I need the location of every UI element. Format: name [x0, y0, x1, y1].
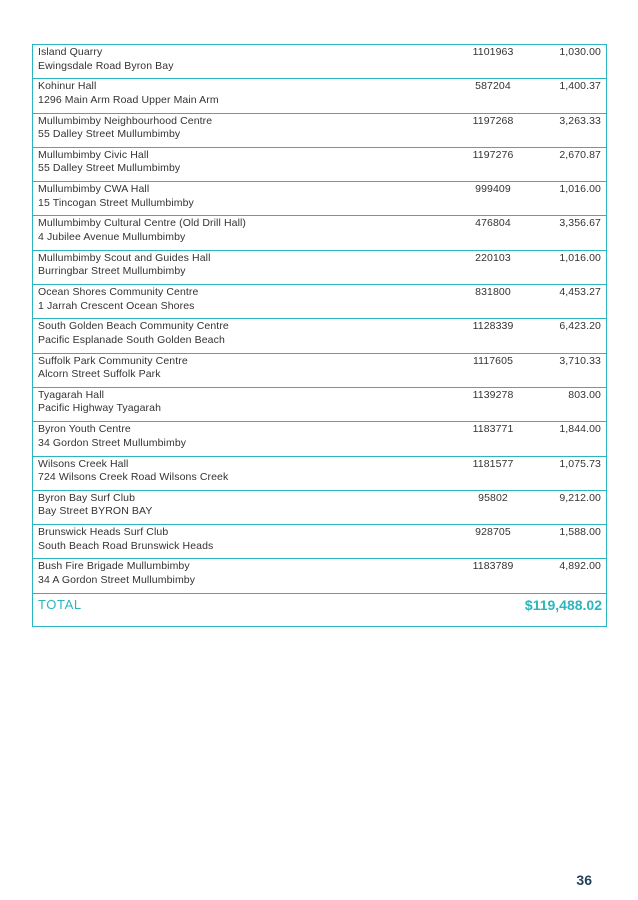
property-name: Byron Youth Centre	[38, 423, 131, 436]
property-name: Byron Bay Surf Club	[38, 491, 136, 504]
property-address: Bay Street BYRON BAY	[38, 505, 153, 518]
table-row	[33, 148, 606, 182]
property-address: 1 Jarrah Crescent Ocean Shores	[38, 299, 195, 312]
property-amount: 2,670.87	[559, 148, 601, 161]
property-name: Kohinur Hall	[38, 80, 97, 93]
table-row	[33, 216, 606, 250]
property-amount: 4,892.00	[559, 560, 601, 573]
total-row	[33, 594, 606, 627]
property-address: 34 A Gordon Street Mullumbimby	[38, 573, 196, 586]
property-table	[32, 44, 607, 627]
property-reference: 1181577	[472, 457, 514, 470]
property-address: 4 Jubilee Avenue Mullumbimby	[38, 230, 186, 243]
table-row	[33, 45, 606, 79]
property-amount: 1,030.00	[559, 46, 601, 58]
property-reference: 476804	[475, 217, 511, 230]
property-amount: 1,400.37	[559, 80, 601, 93]
property-address: 15 Tincogan Street Mullumbimby	[38, 196, 194, 209]
property-address: 1296 Main Arm Road Upper Main Arm	[38, 93, 219, 106]
property-reference: 1197276	[472, 148, 514, 161]
property-name: Mullumbimby Cultural Centre (Old Drill Hall)	[38, 217, 247, 230]
property-reference: 1101963	[472, 46, 514, 58]
property-address: 34 Gordon Street Mullumbimby	[38, 436, 187, 449]
property-reference: 1139278	[472, 388, 514, 401]
property-name: Wilsons Creek Hall	[38, 457, 129, 470]
property-amount: 3,710.33	[559, 354, 601, 367]
property-reference: 587204	[475, 80, 511, 93]
property-address: Pacific Highway Tyagarah	[38, 402, 162, 415]
property-amount: 6,423.20	[559, 320, 601, 333]
property-reference: 1128339	[472, 320, 514, 333]
table-row	[33, 354, 606, 388]
property-reference: 95802	[478, 491, 508, 504]
property-amount: 9,212.00	[559, 491, 601, 504]
property-amount: 803.00	[568, 388, 601, 401]
page-number: 36	[576, 872, 592, 888]
property-name: Mullumbimby Civic Hall	[38, 148, 149, 161]
property-name: Mullumbimby Scout and Guides Hall	[38, 251, 211, 264]
property-name: Mullumbimby CWA Hall	[38, 183, 150, 196]
property-address: 55 Dalley Street Mullumbimby	[38, 162, 181, 175]
property-amount: 3,263.33	[559, 114, 601, 127]
property-amount: 1,016.00	[559, 183, 601, 196]
property-name: Mullumbimby Neighbourhood Centre	[38, 114, 213, 127]
table-row	[33, 182, 606, 216]
property-address: Burringbar Street Mullumbimby	[38, 265, 186, 278]
property-reference: 831800	[475, 286, 511, 299]
property-reference: 1197268	[472, 114, 514, 127]
table-row	[33, 388, 606, 422]
table-row	[33, 114, 606, 148]
table-row	[33, 491, 606, 525]
property-amount: 1,075.73	[559, 457, 601, 470]
property-reference: 928705	[475, 526, 511, 539]
table-row	[33, 285, 606, 319]
table-row	[33, 457, 606, 491]
property-name: South Golden Beach Community Centre	[38, 320, 229, 333]
property-name: Island Quarry	[38, 46, 103, 58]
property-address: 55 Dalley Street Mullumbimby	[38, 128, 181, 141]
property-address: 724 Wilsons Creek Road Wilsons Creek	[38, 471, 229, 484]
table-row	[33, 559, 606, 593]
property-reference: 1183789	[472, 560, 514, 573]
property-amount: 3,356.67	[559, 217, 601, 230]
property-amount: 1,588.00	[559, 526, 601, 539]
property-name: Tyagarah Hall	[38, 388, 105, 401]
property-name: Ocean Shores Community Centre	[38, 286, 199, 299]
table-row	[33, 251, 606, 285]
property-reference: 1183771	[472, 423, 514, 436]
total-value: $119,488.02	[524, 596, 602, 613]
property-name: Suffolk Park Community Centre	[38, 354, 188, 367]
property-reference: 220103	[475, 251, 511, 264]
property-address: South Beach Road Brunswick Heads	[38, 539, 214, 552]
table-row	[33, 79, 606, 113]
property-amount: 1,016.00	[559, 251, 601, 264]
property-address: Alcorn Street Suffolk Park	[38, 368, 161, 381]
property-reference: 999409	[475, 183, 511, 196]
property-address: Ewingsdale Road Byron Bay	[38, 59, 174, 72]
property-amount: 1,844.00	[559, 423, 601, 436]
property-name: Bush Fire Brigade Mullumbimby	[38, 560, 190, 573]
total-label: TOTAL	[38, 596, 82, 612]
table-row	[33, 525, 606, 559]
property-name: Brunswick Heads Surf Club	[38, 526, 169, 539]
table-row	[33, 422, 606, 456]
property-address: Pacific Esplanade South Golden Beach	[38, 333, 225, 346]
property-reference: 1117605	[472, 354, 514, 367]
table-row	[33, 319, 606, 353]
property-amount: 4,453.27	[559, 286, 601, 299]
